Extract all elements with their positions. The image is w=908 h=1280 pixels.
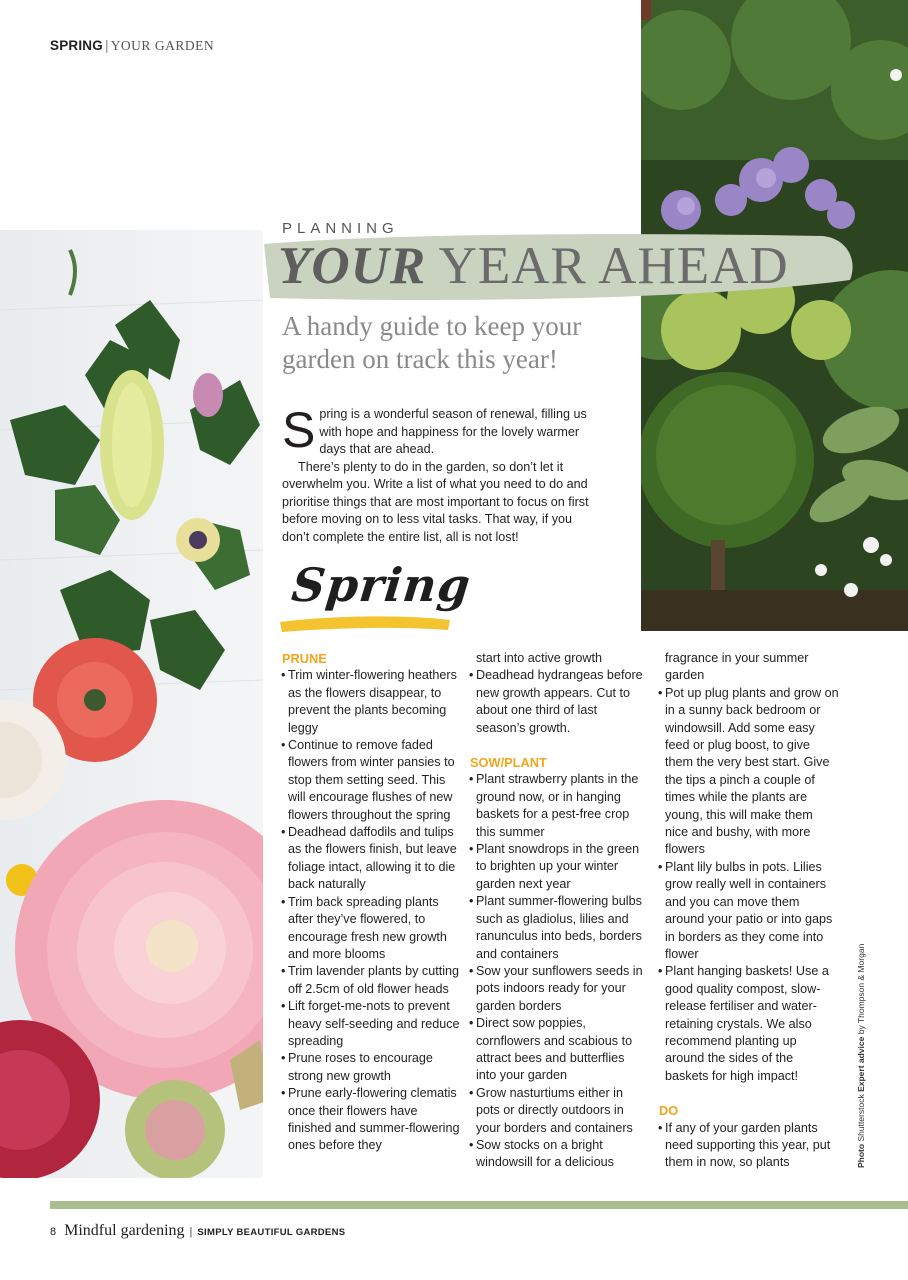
credit-advice-label: Expert advice — [856, 1036, 866, 1092]
title-emphasis: YOUR — [278, 237, 427, 295]
intro-text — [282, 402, 600, 546]
page-title — [278, 236, 789, 296]
sow-heading: SOW/PLANT — [470, 755, 547, 771]
list-item: • Prune roses to encourage strong new growth — [282, 1050, 462, 1085]
list-item: • Plant summer-flowering bulbs such as gladiolus, lilies and ranunculus into beds, borders and containers — [470, 893, 646, 963]
sow-list — [470, 771, 646, 1171]
list-item: • Trim lavender plants by cutting off 2.5cm of old flower heads — [282, 963, 462, 998]
list-item: • Plant hanging baskets! Use a good quality compost, slow-release fertiliser and water-retaining crystals. We also recommend planting up around the sides of the baskets for high impact! — [659, 963, 839, 1085]
do-list — [659, 1120, 839, 1172]
footer-rule — [50, 1201, 908, 1209]
drop-cap: S — [282, 402, 316, 458]
season-heading-text: Spring — [289, 558, 474, 612]
garden-photo — [641, 0, 908, 631]
sow-list-cont — [659, 685, 839, 1085]
intro-paragraph-2: There’s plenty to do in the garden, so don’t let it overwhelm you. Write a list of what you need to do and prioritise things that are most important to focus on first before moving on to less vital tasks. That way, if you don’t complete the entire list, all is not lost! — [282, 459, 589, 544]
issue-name: SIMPLY BEAUTIFUL GARDENS — [197, 1227, 346, 1238]
credit-photo-source: Shutterstock — [856, 1094, 866, 1142]
list-item: • Prune early-flowering clematis once their flowers have finished and summer-flowering ones before they — [282, 1085, 462, 1155]
list-item: • Plant snowdrops in the green to brighten up your winter garden next year — [470, 841, 646, 893]
prune-heading: PRUNE — [282, 651, 327, 666]
section-label: SPRING — [50, 38, 103, 53]
list-item: • Continue to remove faded flowers from winter pansies to stop them setting seed. This will encourage flushes of new flowers throughout the spring — [282, 737, 462, 824]
subsection-label: YOUR GARDEN — [110, 38, 215, 53]
prune-list — [282, 667, 462, 1154]
list-item: • Deadhead daffodils and tulips as the flowers finish, but leave foliage intact, allowing it to die back naturally — [282, 824, 462, 894]
column-do — [659, 650, 839, 1172]
page-number: 8 — [50, 1226, 57, 1238]
kicker: PLANNING — [282, 220, 399, 237]
season-heading — [278, 558, 474, 636]
column-sow — [470, 650, 646, 1172]
list-item: • Deadhead hydrangeas before new growth appears. Cut to about one third of last season’s growth. — [470, 667, 646, 737]
list-item: • Grow nasturtiums either in pots or directly outdoors in your borders and containers — [470, 1085, 646, 1137]
page-footer: 8 Mindful gardening | SIMPLY BEAUTIFUL GARDENS — [50, 1222, 346, 1239]
column-prune — [282, 650, 462, 1155]
list-item: • Sow stocks on a bright windowsill for a delicious — [470, 1137, 646, 1172]
list-item: • If any of your garden plants need supporting this year, put them in now, so plants — [659, 1120, 839, 1172]
photo-credit — [856, 944, 866, 1168]
floral-photo — [0, 230, 263, 1178]
sow-continuation: fragrance in your summer garden — [665, 651, 809, 683]
do-heading: DO — [659, 1103, 679, 1119]
list-item: • Lift forget-me-nots to prevent heavy self-seeding and reduce spreading — [282, 998, 462, 1050]
list-item: • Sow your sunflowers seeds in pots indoors ready for your garden borders — [470, 963, 646, 1015]
intro-paragraph-1: pring is a wonderful season of renewal, filling us with hope and happiness for the lovely warmer days that are ahead. — [319, 407, 587, 456]
list-item: • Plant lily bulbs in pots. Lilies grow really well in containers and you can move them around your patio or into gaps in borders as they come into flower — [659, 859, 839, 963]
section-header: SPRING | YOUR GARDEN — [50, 38, 215, 53]
list-item: • Trim winter-flowering heathers as the flowers disappear, to prevent the plants becoming leggy — [282, 667, 462, 737]
credit-advice-source: by Thompson & Morgan — [856, 943, 866, 1035]
standfirst: A handy guide to keep your garden on track this year! — [282, 311, 582, 374]
list-item: • Plant strawberry plants in the ground now, or in hanging baskets for a pest-free crop this summer — [470, 771, 646, 841]
prune-continuation: start into active growth — [476, 651, 602, 665]
list-item: • Trim back spreading plants after they’ve flowered, to encourage fresh new growth and more blooms — [282, 894, 462, 964]
prune-list-cont — [470, 667, 646, 737]
title-rest: YEAR AHEAD — [438, 237, 789, 295]
list-item: • Pot up plug plants and grow on in a sunny back bedroom or windowsill. Add some easy feed or plug boost, to give them the very best start. Give the tips a pinch a couple of times while the plants are young, this will make them nice and bushy, with more flowers — [659, 685, 839, 859]
credit-photo-label: Photo — [856, 1143, 866, 1168]
magazine-name: Mindful gardening — [64, 1222, 185, 1239]
list-item: • Direct sow poppies, cornflowers and scabious to attract bees and butterflies into your garden — [470, 1015, 646, 1085]
